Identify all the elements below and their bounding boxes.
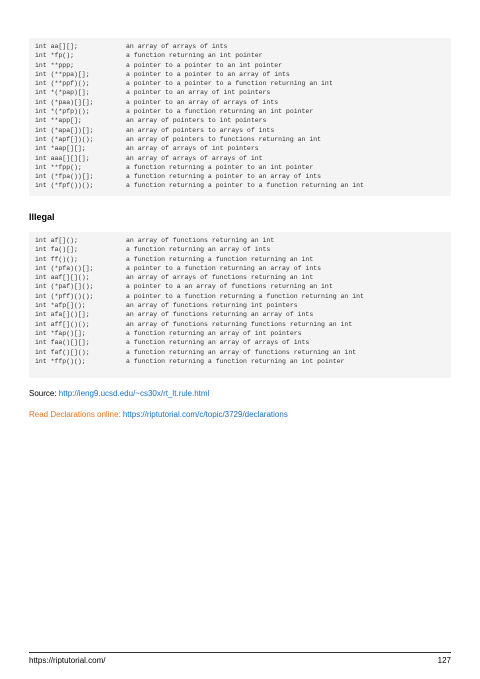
code-line	[35, 79, 445, 88]
declaration: int (**ppa)[];	[35, 70, 90, 78]
code-line	[35, 301, 445, 310]
read-online-label: Read Declarations online:	[29, 410, 123, 419]
declaration: int aa[][];	[35, 43, 78, 50]
declaration: int *fp();	[35, 52, 75, 60]
code-line	[35, 88, 445, 97]
code-line	[35, 329, 445, 338]
source-line	[29, 389, 209, 398]
declaration-description: a function returning an array of ints	[126, 246, 271, 254]
declaration-description: a function returning an array of arrays of ints	[126, 339, 310, 347]
declaration: int (*paf)[]();	[35, 283, 94, 291]
code-line	[35, 357, 445, 366]
code-line	[35, 70, 445, 79]
declaration: int aff[]()();	[35, 320, 90, 328]
declaration-description: a function returning a pointer to a function returning an int	[126, 182, 364, 190]
declaration-description: a function returning an array of functions returning an int	[126, 348, 357, 356]
code-line	[35, 264, 445, 273]
declaration: int *(*pap)[];	[35, 89, 90, 97]
code-line	[35, 292, 445, 301]
declaration: int **fpp();	[35, 163, 82, 171]
declaration: int (*pfa)()[];	[35, 264, 94, 272]
code-line	[35, 154, 445, 163]
declaration: int (*fpf())();	[35, 182, 94, 190]
declaration-description: a pointer to a function returning an int pointer	[126, 108, 314, 116]
declaration: int **app[];	[35, 117, 82, 125]
code-line	[35, 255, 445, 264]
declaration-description: a function returning a function returning an int pointer	[126, 357, 345, 365]
footer-site-url: https://riptutorial.com/	[29, 656, 106, 665]
code-line	[35, 348, 445, 357]
declaration: int af[]();	[35, 237, 78, 244]
declaration: int (**ppf)();	[35, 80, 90, 88]
code-line	[35, 181, 445, 190]
code-line	[35, 236, 445, 245]
read-online-line	[29, 410, 288, 419]
declaration-description: a pointer to an array of int pointers	[126, 89, 271, 97]
declaration-description: a pointer to a an array of functions returning an int	[126, 283, 333, 291]
code-line	[35, 282, 445, 291]
declaration-description: a pointer to a function returning an array of ints	[126, 264, 322, 272]
source-link[interactable]: http://ieng9.ucsd.edu/~cs30x/rt_lt.rule.html	[58, 389, 210, 398]
declaration-description: a pointer to a pointer to an array of ints	[126, 70, 290, 78]
declaration-description: an array of arrays of functions returning an int	[126, 274, 314, 282]
declaration: int **ppp;	[35, 61, 75, 69]
declaration: int *aap[][];	[35, 145, 86, 153]
code-line	[35, 338, 445, 347]
declaration-description: an array of arrays of arrays of int	[126, 154, 263, 162]
code-line	[35, 126, 445, 135]
declaration: int faf()[]();	[35, 348, 90, 356]
declaration: int (*pff)()();	[35, 292, 94, 300]
page-number: 127	[437, 656, 451, 665]
declaration: int (*apf[])();	[35, 135, 94, 143]
read-online-link[interactable]: https://riptutorial.com/c/topic/3729/declarations	[122, 410, 288, 419]
illegal-heading: Illegal	[29, 212, 55, 222]
code-line	[35, 163, 445, 172]
code-line	[35, 61, 445, 70]
declaration-description: an array of functions returning int pointers	[126, 302, 298, 310]
declaration-description: an array of pointers to functions returning an int	[126, 135, 322, 143]
declaration-description: an array of arrays of int pointers	[126, 145, 259, 153]
footer-divider	[29, 652, 451, 653]
code-line	[35, 98, 445, 107]
declaration-description: an array of functions returning functions returning an int	[126, 320, 353, 328]
code-line	[35, 42, 445, 51]
declaration: int *fap()[];	[35, 329, 86, 337]
code-line	[35, 172, 445, 181]
declaration-description: a function returning an array of int pointers	[126, 329, 302, 337]
code-line	[35, 135, 445, 144]
declaration: int fa()[];	[35, 246, 78, 254]
declaration: int *(*pfp)();	[35, 108, 90, 116]
code-line	[35, 107, 445, 116]
code-line	[35, 144, 445, 153]
declaration: int afa[]()[];	[35, 311, 90, 319]
declaration-description: a function returning a function returning an int	[126, 255, 314, 263]
code-line	[35, 116, 445, 125]
declaration-description: a pointer to a pointer to an int pointer	[126, 61, 283, 69]
declaration-description: an array of pointers to int pointers	[126, 117, 267, 125]
declaration-description: a pointer to an array of arrays of ints	[126, 98, 279, 106]
declaration-description: an array of arrays of ints	[126, 43, 228, 50]
code-line	[35, 320, 445, 329]
declaration-description: a function returning a pointer to an int pointer	[126, 163, 314, 171]
declaration-description: an array of functions returning an int	[126, 237, 275, 244]
code-line	[35, 51, 445, 60]
declaration: int aaf[][]();	[35, 274, 90, 282]
declaration: int *ffp()();	[35, 357, 86, 365]
declaration: int (*paa)[][];	[35, 98, 94, 106]
declaration-description: a function returning a pointer to an array of ints	[126, 173, 322, 181]
declaration-description: a function returning an int pointer	[126, 52, 263, 60]
code-line	[35, 310, 445, 319]
declaration-description: a pointer to a pointer to a function returning an int	[126, 80, 333, 88]
declaration: int faa()[][];	[35, 339, 90, 347]
declaration: int *afp[]();	[35, 302, 86, 310]
code-line	[35, 273, 445, 282]
declaration: int (*apa[])[];	[35, 126, 94, 134]
declaration-description: a pointer to a function returning a function returning an int	[126, 292, 364, 300]
declaration: int (*fpa())[];	[35, 173, 94, 181]
declaration-description: an array of pointers to arrays of ints	[126, 126, 275, 134]
declaration: int aaa[][][];	[35, 154, 90, 162]
source-label: Source:	[29, 389, 59, 398]
declaration-description: an array of functions returning an array of ints	[126, 311, 314, 319]
code-line	[35, 245, 445, 254]
illegal-declarations-code-block	[29, 232, 451, 378]
legal-declarations-code-block	[29, 38, 451, 196]
declaration: int ff()();	[35, 255, 78, 263]
